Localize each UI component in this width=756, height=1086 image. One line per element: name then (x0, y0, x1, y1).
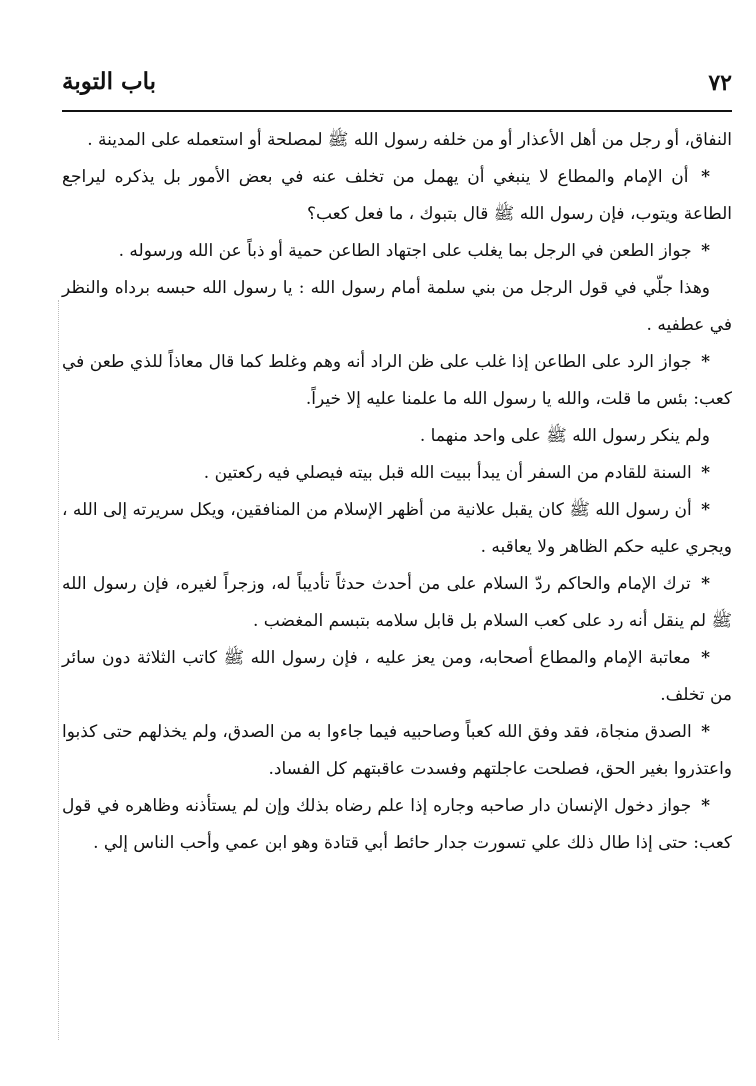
bullet-star-icon: * (701, 796, 710, 816)
running-title: باب التوبة (62, 68, 157, 95)
paragraph-text: وهذا جلّي في قول الرجل من بني سلمة أمام رسول الله : يا رسول الله حبسه برداه والنظر في عطفيه . (62, 278, 732, 335)
paragraph-text: السنة للقادم من السفر أن يبدأ ببيت الله قبل بيته فيصلي فيه ركعتين . (203, 463, 692, 483)
paragraph-text: النفاق، أو رجل من أهل الأعذار أو من خلفه رسول الله ﷺ لمصلحة أو استعمله على المدينة . (87, 130, 732, 150)
paragraph-text: جواز الطعن في الرجل بما يغلب على اجتهاد الطاعن حمية أو ذباً عن الله ورسوله . (118, 241, 692, 261)
paragraph (62, 788, 732, 862)
paragraph-text: أن الإمام والمطاع لا ينبغي أن يهمل من تخلف عنه في بعض الأمور بل يذكره ليراجع الطاعة ويتوب، فإن رسول الله ﷺ قال بتبوك ، ما فعل كعب؟ (62, 167, 732, 224)
paragraph (62, 344, 732, 418)
paragraph-text: ترك الإمام والحاكم ردّ السلام على من أحدث حدثاً تأديباً له، وزجراً لغيره، فإن رسول الله ﷺ لم ينقل أنه رد على كعب السلام بل قابل سلامه بتبسم المغضب . (62, 574, 732, 631)
paragraph (62, 122, 732, 159)
paragraph (62, 566, 732, 640)
paragraph (62, 418, 732, 455)
bullet-star-icon: * (701, 241, 710, 261)
paragraph (62, 455, 732, 492)
paragraph (62, 159, 732, 233)
bullet-star-icon: * (701, 722, 710, 742)
paragraph-text: معاتبة الإمام والمطاع أصحابه، ومن يعز عليه ، فإن رسول الله ﷺ كاتب الثلاثة دون سائر من تخلف. (62, 648, 732, 705)
bullet-star-icon: * (701, 167, 710, 187)
paragraph (62, 714, 732, 788)
page-number: ٧٢ (708, 70, 732, 96)
paragraph (62, 233, 732, 270)
bullet-star-icon: * (701, 352, 710, 372)
paragraph-text: أن رسول الله ﷺ كان يقبل علانية من أظهر الإسلام من المنافقين، ويكل سريرته إلى الله ، ويجري عليه حكم الظاهر ولا يعاقبه . (62, 500, 732, 557)
header-rule (62, 110, 732, 112)
bullet-star-icon: * (701, 648, 710, 668)
bullet-star-icon: * (701, 574, 710, 594)
page-header (62, 66, 732, 110)
paragraph-text: ولم ينكر رسول الله ﷺ على واحد منهما . (419, 426, 710, 446)
paragraph-text: جواز الرد على الطاعن إذا غلب على ظن الراد أنه وهم وغلط كما قال معاذاً للذي طعن في كعب: بئس ما قلت، والله يا رسول الله ما علمنا عليه إلا خيراً. (62, 352, 732, 409)
bullet-star-icon: * (701, 463, 710, 483)
paragraph-text: جواز دخول الإنسان دار صاحبه وجاره إذا علم رضاه بذلك وإن لم يستأذنه وظاهره في قول كعب: حتى إذا طال ذلك علي تسورت جدار حائط أبي قتادة وهو ابن عمي وأحب الناس إلي . (62, 796, 732, 853)
paragraph (62, 492, 732, 566)
bullet-star-icon: * (701, 500, 711, 520)
page-body (62, 122, 732, 862)
paragraph-text: الصدق منجاة، فقد وفق الله كعباً وصاحبيه فيما جاءوا به من الصدق، ولم يخذلهم حتى كذبوا واعتذروا بغير الحق، فصلحت عاجلتهم وفسدت عاقبتهم كل الفساد. (62, 722, 732, 779)
paragraph (62, 270, 732, 344)
paragraph (62, 640, 732, 714)
